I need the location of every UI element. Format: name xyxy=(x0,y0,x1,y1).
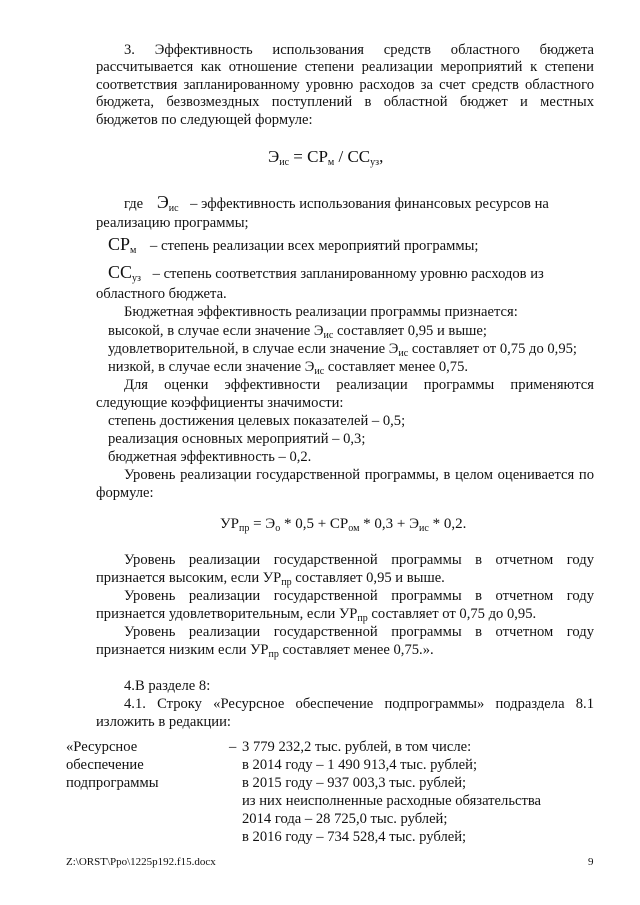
section8-item-line1: 4.1. Строку «Ресурсное обеспечение подпрограммы» подраздела 8.1 xyxy=(124,696,594,712)
para3-line1: 3. Эффективность использования средств областного бюджета xyxy=(124,42,594,58)
resource-value-unfulfilled: из них неисполненные расходные обязательства xyxy=(242,793,541,809)
resource-value-unfulfilled-2014: 2014 года – 28 725,0 тыс. рублей; xyxy=(242,811,448,827)
coef-line2: следующие коэффициенты значимости: xyxy=(96,395,344,411)
formula-program-level: $УР_{пр} = Э_о * 0,5 + СР_{ом} * 0,3 + Э_{ис} * 0,2$. xyxy=(220,516,467,534)
coef-line1: Для оценки эффективности реализации программы применяются xyxy=(124,377,594,393)
resource-dash: – xyxy=(229,739,237,755)
coef-line6: Уровень реализации государственной программы, в целом оценивается по xyxy=(124,467,594,483)
definition-ccuz-cont: областного бюджета. xyxy=(96,286,227,302)
definition-eis-cont: реализацию программы; xyxy=(96,215,249,231)
para3-body: рассчитывается как отношение степени реализации мероприятий к степени соответствия запланированному уровню расходов за счет средств областного бюджета, безвозмездных поступлений в областной бюджет и местных бюджетов по следующей формуле: xyxy=(96,59,594,128)
level-low-line1: Уровень реализации государственной программы в отчетном году xyxy=(124,624,594,640)
resource-value-2014: в 2014 году – 1 490 913,4 тыс. рублей; xyxy=(242,757,478,773)
resource-value-2015: в 2015 году – 937 003,3 тыс. рублей; xyxy=(242,775,467,791)
level-low-line2: признается низким если $УР_{пр}$ составляет менее 0,75.». xyxy=(96,642,434,660)
resource-label: «Ресурсное обеспечение подпрограммы xyxy=(66,739,159,791)
level-high-line1: Уровень реализации государственной программы в отчетном году xyxy=(124,552,594,568)
level-high-line2: признается высоким, если $УР_{пр}$ составляет 0,95 и выше. xyxy=(96,570,445,588)
section8-heading: 4.В разделе 8: xyxy=(124,678,211,694)
coef-budget: бюджетная эффективность – 0,2. xyxy=(108,449,312,465)
budget-intro: Бюджетная эффективность реализации программы признается: xyxy=(124,304,518,320)
coef-activities: реализация основных мероприятий – 0,3; xyxy=(108,431,366,447)
coef-targets: степень достижения целевых показателей – 0,5; xyxy=(108,413,406,429)
formula-efficiency: $Э_{ис} = СР_м / СС_{уз}$, xyxy=(268,147,384,168)
budget-low: низкой, в случае если значение $Э_{ис}$ составляет менее 0,75. xyxy=(108,359,469,377)
definition-ccuz: $СС_{уз}$ – степень соответствия запланированному уровню расходов из xyxy=(108,262,544,284)
level-satisfactory-line2: признается удовлетворительным, если $УР_{пр}$ составляет от 0,75 до 0,95. xyxy=(96,606,537,624)
resource-value-2016: в 2016 году – 734 528,4 тыс. рублей; xyxy=(242,829,467,845)
definition-eis: где $Э_{ис}$ – эффективность использования финансовых ресурсов на xyxy=(124,192,549,214)
budget-satisfactory: удовлетворительной, в случае если значение $Э_{ис}$ составляет от 0,75 до 0,95; xyxy=(108,341,577,359)
section8-item-line2: изложить в редакции: xyxy=(96,714,231,730)
level-satisfactory-line1: Уровень реализации государственной программы в отчетном году xyxy=(124,588,594,604)
footer-page-number: 9 xyxy=(588,856,594,868)
resource-values xyxy=(242,738,602,846)
footer-file-path: Z:\ORST\Ppo\1225p192.f15.docx xyxy=(66,856,216,868)
definition-crm: $СР_м$ – степень реализации всех мероприятий программы; xyxy=(108,234,479,256)
coef-line7: формуле: xyxy=(96,485,154,501)
resource-value-total: 3 779 232,2 тыс. рублей, в том числе: xyxy=(242,739,472,755)
budget-high: высокой, в случае если значение $Э_{ис}$ составляет 0,95 и выше; xyxy=(108,323,487,341)
